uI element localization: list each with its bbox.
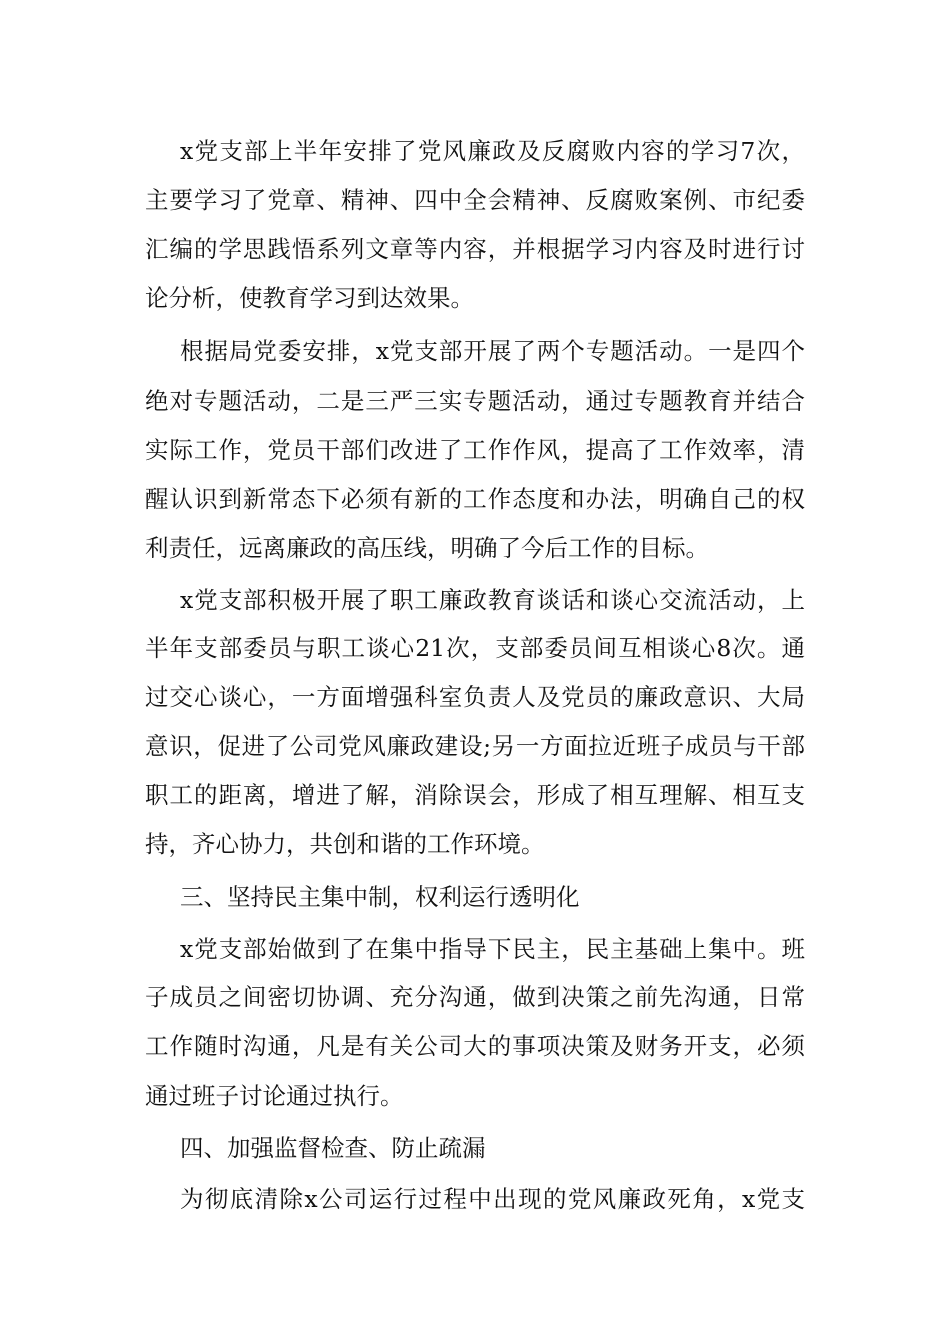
paragraph-3-line-3: 过交心谈心，一方面增强科室负责人及党员的廉政意识、大局: [145, 683, 805, 711]
paragraph-5-line-1: 为彻底清除x公司运行过程中出现的党风廉政死角，x党支: [180, 1185, 805, 1213]
paragraph-1-line-3: 汇编的学思践悟系列文章等内容，并根据学习内容及时进行讨: [145, 235, 805, 263]
paragraph-3-line-4: 意识，促进了公司党风廉政建设;另一方面拉近班子成员与干部: [145, 732, 805, 760]
paragraph-3-line-6: 持，齐心协力，共创和谐的工作环境。: [145, 830, 545, 858]
paragraph-1-line-2: 主要学习了党章、精神、四中全会精神、反腐败案例、市纪委: [145, 186, 805, 214]
section-heading-4: 四、加强监督检查、防止疏漏: [180, 1134, 486, 1162]
paragraph-3-line-2: 半年支部委员与职工谈心21次，支部委员间互相谈心8次。通: [145, 634, 805, 662]
paragraph-2-line-2: 绝对专题活动，二是三严三实专题活动，通过专题教育并结合: [145, 387, 805, 415]
paragraph-3-line-1: x党支部积极开展了职工廉政教育谈话和谈心交流活动，上: [180, 586, 805, 614]
paragraph-2-line-3: 实际工作，党员干部们改进了工作作风，提高了工作效率，清: [145, 436, 805, 464]
paragraph-4-line-1: x党支部始做到了在集中指导下民主，民主基础上集中。班: [180, 935, 805, 963]
paragraph-2-line-1: 根据局党委安排，x党支部开展了两个专题活动。一是四个: [180, 337, 805, 365]
paragraph-1-line-4: 论分析，使教育学习到达效果。: [145, 284, 474, 312]
paragraph-3-line-5: 职工的距离，增进了解，消除误会，形成了相互理解、相互支: [145, 781, 805, 809]
paragraph-4-line-3: 工作随时沟通，凡是有关公司大的事项决策及财务开支，必须: [145, 1032, 805, 1060]
paragraph-4-line-4: 通过班子讨论通过执行。: [145, 1082, 404, 1110]
paragraph-1-line-1: x党支部上半年安排了党风廉政及反腐败内容的学习7次，: [180, 137, 805, 165]
section-heading-3: 三、坚持民主集中制，权利运行透明化: [180, 883, 580, 911]
paragraph-4-line-2: 子成员之间密切协调、充分沟通，做到决策之前先沟通，日常: [145, 983, 805, 1011]
paragraph-2-line-5: 利责任，远离廉政的高压线，明确了今后工作的目标。: [145, 534, 709, 562]
paragraph-2-line-4: 醒认识到新常态下必须有新的工作态度和办法，明确自己的权: [145, 485, 805, 513]
